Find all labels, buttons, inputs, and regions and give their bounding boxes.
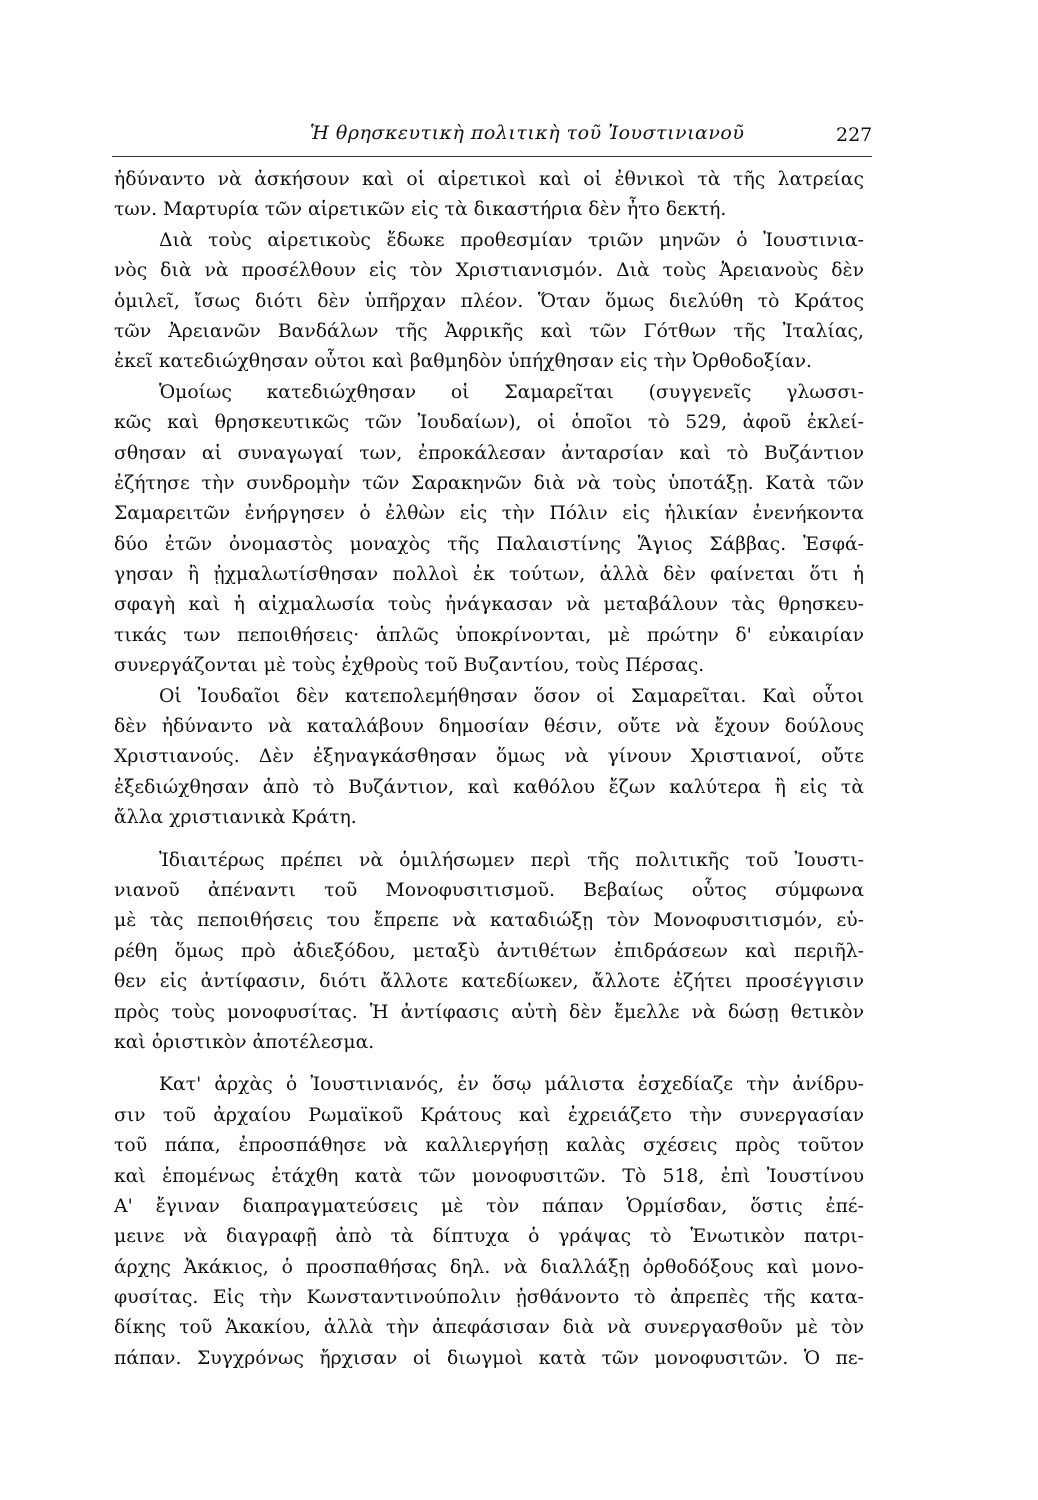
text-line: Χριστιανούς. Δὲν ἐξηναγκάσθησαν ὅμως νὰ γίνουν Χριστιανοί, οὔτε — [114, 746, 864, 768]
text-line: Διὰ τοὺς αἱρετικοὺς ἔδωκε προθεσμίαν τριῶν μηνῶν ὁ Ἰουστινια- — [159, 229, 864, 251]
header-rule — [112, 156, 872, 157]
text-line: Ἰδιαιτέρως πρέπει νὰ ὁμιλήσωμεν περὶ τῆς πολιτικῆς τοῦ Ἰουστι- — [159, 849, 864, 871]
text-line: δὲν ἠδύναντο νὰ καταλάβουν δημοσίαν θέσιν, οὔτε νὰ ἔχουν δούλους — [114, 716, 864, 738]
text-line: Κατ' ἀρχὰς ὁ Ἰουστινιανός, ἐν ὅσῳ μάλιστα ἐσχεδίαζε τὴν ἀνίδρυ- — [159, 1074, 864, 1096]
text-line: Οἱ Ἰουδαῖοι δὲν κατεπολεμήθησαν ὅσον οἱ Σαμαρεῖται. Καὶ οὗτοι — [159, 685, 864, 707]
text-line: τῶν Ἀρειανῶν Βανδάλων τῆς Ἀφρικῆς καὶ τῶν Γότθων τῆς Ἰταλίας, — [114, 320, 864, 342]
text-line: τικάς των πεποιθήσεις· ἁπλῶς ὑποκρίνονται, μὲ πρώτην δ' εὐκαιρίαν — [114, 624, 864, 646]
text-line: γησαν ἢ ᾐχμαλωτίσθησαν πολλοὶ ἐκ τούτων, ἀλλὰ δὲν φαίνεται ὅτι ἡ — [114, 564, 864, 586]
text-line: Ὁμοίως κατεδιώχθησαν οἱ Σαμαρεῖται (συγγενεῖς γλωσσι- — [159, 381, 864, 403]
text-line: πάπαν. Συγχρόνως ἤρχισαν οἱ διωγμοὶ κατὰ τῶν μονοφυσιτῶν. Ὁ πε- — [114, 1347, 864, 1369]
text-line: καὶ ὁριστικὸν ἀποτέλεσμα. — [114, 1031, 375, 1053]
paragraph — [114, 226, 864, 378]
text-line: μεινε νὰ διαγραφῇ ἀπὸ τὰ δίπτυχα ὁ γράψας τὸ Ἑνωτικὸν πατρι- — [114, 1226, 864, 1248]
text-line: σιν τοῦ ἀρχαίου Ρωμαϊκοῦ Κράτους καὶ ἐχρειάζετο τὴν συνεργασίαν — [114, 1104, 864, 1126]
text-line: φυσίτας. Εἰς τὴν Κωνσταντινούπολιν ᾐσθάνοντο τὸ ἀπρεπὲς τῆς κατα- — [114, 1287, 864, 1309]
page-number: 227 — [836, 124, 873, 146]
paragraph — [114, 378, 864, 682]
text-line: ἄλλα χριστιανικὰ Κράτη. — [114, 807, 357, 829]
paragraph — [114, 846, 864, 1059]
paragraph-gap — [114, 834, 864, 846]
text-line: ἐξεδιώχθησαν ἀπὸ τὸ Βυζάντιον, καὶ καθόλου ἔζων καλύτερα ἢ εἰς τὰ — [114, 776, 864, 798]
text-line: τοῦ πάπα, ἐπροσπάθησε νὰ καλλιεργήσῃ καλὰς σχέσεις πρὸς τοῦτον — [114, 1135, 864, 1157]
paragraph — [114, 1070, 864, 1374]
body-text — [114, 165, 864, 1374]
text-line: θεν εἰς ἀντίφασιν, διότι ἄλλοτε κατεδίωκεν, ἄλλοτε ἐζήτει προσέγγισιν — [114, 971, 864, 993]
text-line: σθησαν αἱ συναγωγαί των, ἐπροκάλεσαν ἀνταρσίαν καὶ τὸ Βυζάντιον — [114, 442, 864, 464]
text-line: σφαγὴ καὶ ἡ αἰχμαλωσία τοὺς ἠνάγκασαν νὰ μεταβάλουν τὰς θρησκευ- — [114, 594, 864, 616]
text-line: καὶ ἑπομένως ἐτάχθη κατὰ τῶν μονοφυσιτῶν. Τὸ 518, ἐπὶ Ἰουστίνου — [114, 1165, 864, 1187]
text-line: ρέθη ὅμως πρὸ ἀδιεξόδου, μεταξὺ ἀντιθέτων ἐπιδράσεων καὶ περιῆλ- — [114, 940, 864, 962]
text-line: ἠδύναντο νὰ ἀσκήσουν καὶ οἱ αἱρετικοὶ καὶ οἱ ἐθνικοὶ τὰ τῆς λατρείας — [114, 169, 864, 190]
running-head: Ἡ θρησκευτικὴ πολιτικὴ τοῦ Ἰουστινιανοῦ — [310, 122, 745, 144]
text-line: δύο ἐτῶν ὀνομαστὸς μοναχὸς τῆς Παλαιστίνης Ἅγιος Σάββας. Ἐσφά- — [114, 533, 864, 555]
text-line: κῶς καὶ θρησκευτικῶς τῶν Ἰουδαίων), οἱ ὁποῖοι τὸ 529, ἀφοῦ ἐκλεί- — [114, 412, 864, 434]
text-line: συνεργάζονται μὲ τοὺς ἐχθροὺς τοῦ Βυζαντίου, τοὺς Πέρσας. — [114, 655, 705, 677]
text-line: νὸς διὰ νὰ προσέλθουν εἰς τὸν Χριστιανισμόν. Διὰ τοὺς Ἀρειανοὺς δὲν — [114, 260, 864, 282]
text-line: άρχης Ἀκάκιος, ὁ προσπαθήσας δηλ. νὰ διαλλάξῃ ὀρθοδόξους καὶ μονο- — [114, 1256, 864, 1278]
text-line: ἐζήτησε τὴν συνδρομὴν τῶν Σαρακηνῶν διὰ νὰ τοὺς ὑποτάξῃ. Κατὰ τῶν — [114, 472, 864, 494]
text-line: ἐκεῖ κατεδιώχθησαν οὗτοι καὶ βαθμηδὸν ὑπήχθησαν εἰς τὴν Ὀρθοδοξίαν. — [114, 351, 812, 373]
text-line: μὲ τὰς πεποιθήσεις του ἔπρεπε νὰ καταδιώξῃ τὸν Μονοφυσιτισμόν, εὑ- — [114, 910, 864, 932]
text-line: πρὸς τοὺς μονοφυσίτας. Ἡ ἀντίφασις αὐτὴ δὲν ἔμελλε νὰ δώσῃ θετικὸν — [114, 1001, 864, 1023]
text-line: των. Μαρτυρία τῶν αἱρετικῶν εἰς τὰ δικαστήρια δὲν ἦτο δεκτή. — [114, 199, 727, 221]
text-line: Σαμαρειτῶν ἐνήργησεν ὁ ἐλθὼν εἰς τὴν Πόλιν εἰς ἡλικίαν ἐνενήκοντα — [114, 503, 864, 525]
paragraph — [114, 682, 864, 834]
text-line: ὁμιλεῖ, ἴσως διότι δὲν ὑπῆρχαν πλέον. Ὅταν ὅμως διελύθη τὸ Κράτος — [114, 290, 864, 312]
paragraph-gap — [114, 1058, 864, 1070]
text-line: Α' ἔγιναν διαπραγματεύσεις μὲ τὸν πάπαν Ὁρμίσδαν, ὅστις ἐπέ- — [114, 1195, 864, 1217]
text-line: νιανοῦ ἀπέναντι τοῦ Μονοφυσιτισμοῦ. Βεβαίως οὗτος σύμφωνα — [114, 879, 864, 901]
text-line: δίκης τοῦ Ἀκακίου, ἀλλὰ τὴν ἀπεφάσισαν διὰ νὰ συνεργασθοῦν μὲ τὸν — [114, 1317, 864, 1339]
paragraph — [114, 165, 864, 226]
